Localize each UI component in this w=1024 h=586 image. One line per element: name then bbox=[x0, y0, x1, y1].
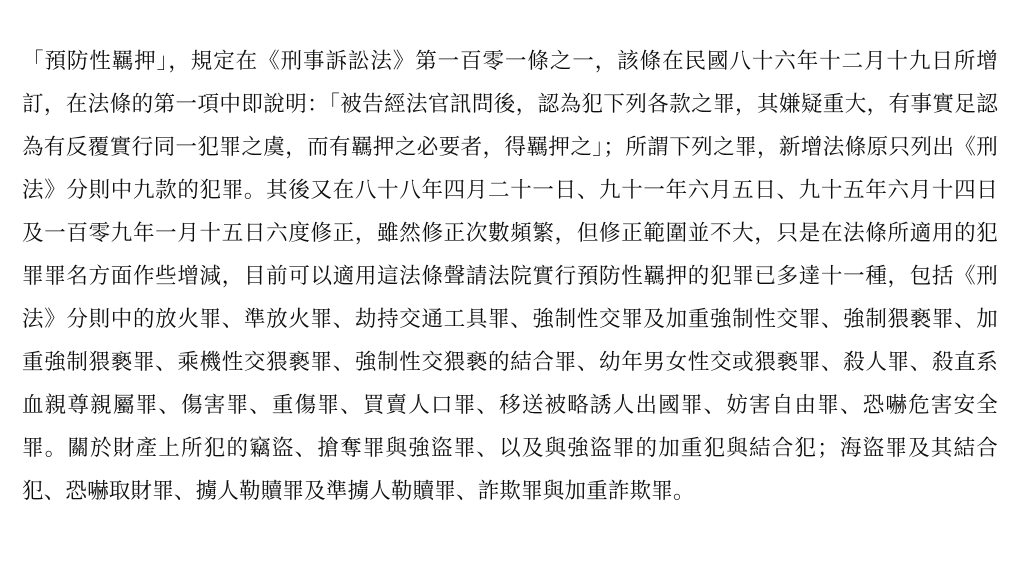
document-paragraph: 「預防性羈押」，規定在《刑事訴訟法》第一百零一條之一，該條在民國八十六年十二月十九日所增訂，在法條的第一項中即說明：「被告經法官訊問後，認為犯下列各款之罪，其嫌疑重大，有事實足認為有反覆實行同一犯罪之虞，而有羈押之必要者，得羈押之」；所謂下列之罪，新增法條原只列出《刑法》分則中九款的犯罪。其後又在八十八年四月二十一日、九十一年六月五日、九十五年六月十四日及一百零九年一月十五日六度修正，雖然修正次數頻繁，但修正範圍並不大，只是在法條所適用的犯罪罪名方面作些增減，目前可以適用這法條聲請法院實行預防性羈押的犯罪已多達十一種，包括《刑法》分則中的放火罪、準放火罪、劫持交通工具罪、強制性交罪及加重強制性交罪、強制猥褻罪、加重強制猥褻罪、乘機性交猥褻罪、強制性交猥褻的結合罪、幼年男女性交或猥褻罪、殺人罪、殺直系血親尊親屬罪、傷害罪、重傷罪、買賣人口罪、移送被略誘人出國罪、妨害自由罪、恐嚇危害安全罪。關於財產上所犯的竊盜、搶奪罪與強盜罪、以及與強盜罪的加重犯與結合犯；海盜罪及其結合犯、恐嚇取財罪、擄人勒贖罪及準擄人勒贖罪、詐欺罪與加重詐欺罪。 bbox=[22, 48, 998, 504]
